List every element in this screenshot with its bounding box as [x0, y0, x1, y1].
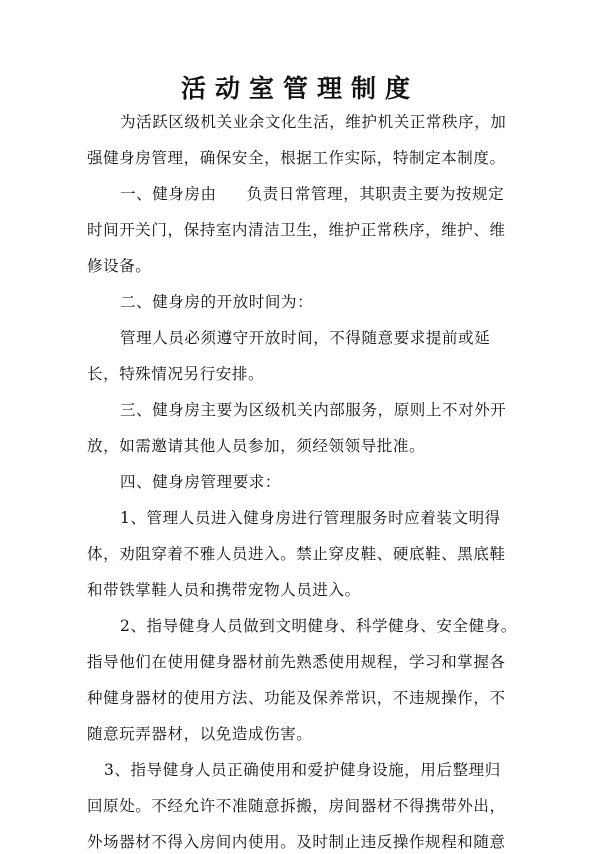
- paragraph-line: 指导他们在使用健身器材前先熟悉使用规程，学习和掌握各: [87, 653, 506, 671]
- paragraph-line: 长，特殊情况另行安排。: [87, 365, 265, 383]
- paragraph-line: [120, 182, 504, 206]
- paragraph-line: 2、指导健身人员做到文明健身、科学健身、安全健身。: [120, 617, 517, 635]
- section-heading: 二、健身房的开放时间为：: [120, 293, 314, 311]
- paragraph-line: 管理人员必须遵守开放时间，不得随意要求提前或延: [120, 329, 491, 347]
- paragraph-line: 三、健身房主要为区级机关内部服务，原则上不对外开: [120, 401, 507, 419]
- paragraph-line: 种健身器材的使用方法、功能及保养常识，不违规操作，不: [87, 689, 506, 707]
- paragraph-line: 随意玩弄器材，以免造成伤害。: [87, 725, 313, 743]
- section-continuation-text: 负责日常管理，其职责主要为按规定: [246, 185, 505, 203]
- document-title: 活动室管理制度: [180, 74, 419, 103]
- section-heading-text: 一、健身房由: [120, 185, 217, 203]
- paragraph-line: 外场器材不得入房间内使用。及时制止违反操作规程和随意: [87, 833, 506, 851]
- paragraph-line: 回原处。不经允许不准随意拆搬，房间器材不得携带外出，: [87, 797, 506, 815]
- paragraph-line: 时间开关门，保持室内清洁卫生，维护正常秩序，维护、维: [87, 221, 506, 239]
- paragraph-line: 体，劝阻穿着不雅人员进入。禁止穿皮鞋、硬底鞋、黑底鞋: [87, 545, 506, 563]
- paragraph-line: 强健身房管理，确保安全，根据工作实际，特制定本制度。: [87, 149, 506, 167]
- section-heading: 四、健身房管理要求：: [120, 473, 282, 491]
- paragraph-line: 为活跃区级机关业余文化生活，维护机关正常秩序，加: [120, 113, 507, 131]
- paragraph-line: 放，如需邀请其他人员参加，须经领领导批准。: [87, 437, 426, 455]
- paragraph-line: 和带铁掌鞋人员和携带宠物人员进入。: [87, 581, 361, 599]
- paragraph-line: 1、管理人员进入健身房进行管理服务时应着装文明得: [120, 509, 501, 527]
- paragraph-line: 3、指导健身人员正确使用和爱护健身设施，用后整理归: [104, 761, 501, 779]
- paragraph-line: 修设备。: [87, 257, 152, 275]
